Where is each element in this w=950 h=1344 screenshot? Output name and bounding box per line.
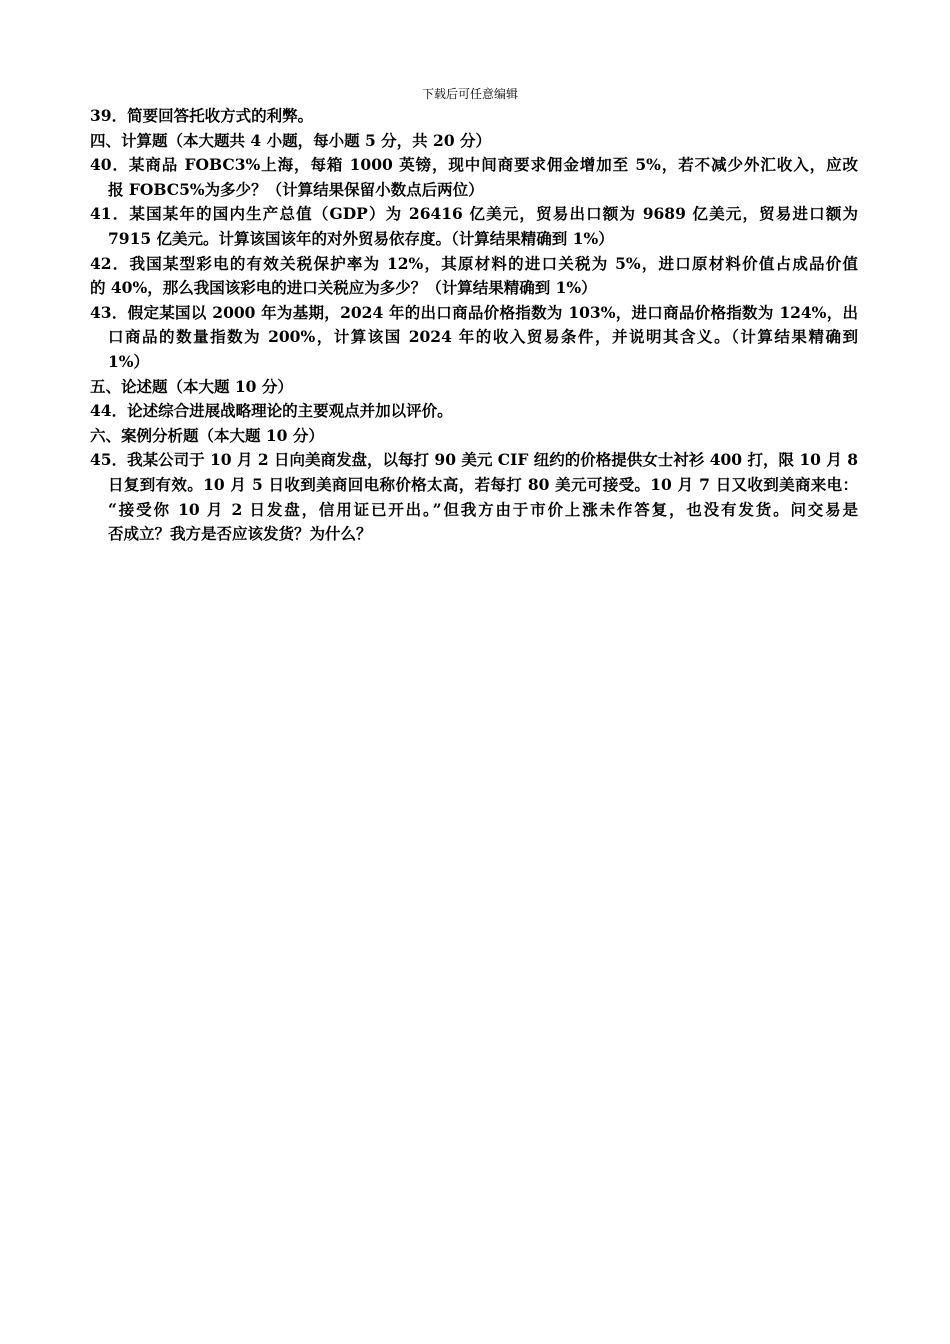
question-42-line-1: 42．我国某型彩电的有效关税保护率为 12%，其原材料的进口关税为 5%，进口原材料价值占成品价值: [90, 253, 858, 273]
question-41-line-2: 7915 亿美元。计算该国该年的对外贸易依存度。（计算结果精确到 1%）: [108, 228, 614, 248]
question-39: 39．简要回答托收方式的利弊。: [90, 106, 314, 125]
question-43-line-2: 口商品的数量指数为 200%，计算该国 2024 年的收入贸易条件，并说明其含义。（计算结果精确到: [108, 327, 858, 347]
section-heading-essay: 五、论述题（本大题 10 分）: [90, 376, 293, 396]
question-43-line-1: 43．假定某国以 2000 年为基期，2024 年的出口商品价格指数为 103%，进口商品价格指数为 124%，出: [90, 302, 858, 322]
question-41-line-1: 41．某国某年的国内生产总值（GDP）为 26416 亿美元，贸易出口额为 9689 亿美元，贸易进口额为: [90, 204, 858, 224]
page-header-caption: 下载后可任意编辑: [421, 87, 518, 101]
question-40-line-2: 报 FOBC5%为多少？（计算结果保留小数点后两位）: [108, 179, 484, 199]
question-42-line-2: 的 40%，那么我国该彩电的进口关税应为多少？（计算结果精确到 1%）: [90, 278, 597, 298]
question-44: 44．论述综合进展战略理论的主要观点并加以评价。: [90, 401, 453, 421]
question-45-line-2: 日复到有效。10 月 5 日收到美商回电称价格太高，若每打 80 美元可接受。10 月 7 日又收到美商来电：: [108, 474, 858, 494]
document-body: [90, 104, 858, 547]
question-40-line-1: 40．某商品 FOBC3%上海，每箱 1000 英镑，现中间商要求佣金增加至 5%，若不减少外汇收入，应改: [90, 155, 858, 175]
section-heading-calculation: 四、计算题（本大题共 4 小题，每小题 5 分，共 20 分）: [90, 130, 492, 150]
section-heading-case-analysis: 六、案例分析题（本大题 10 分）: [90, 425, 324, 445]
question-45-line-3: “接受你 10 月 2 日发盘，信用证已开出。”但我方由于市价上涨未作答复，也没有发货。问交易是: [108, 499, 858, 519]
question-45-line-1: 45．我某公司于 10 月 2 日向美商发盘，以每打 90 美元 CIF 纽约的价格提供女士衬衫 400 打，限 10 月 8: [90, 450, 858, 470]
question-45-line-4: 否成立？我方是否应该发货？为什么？: [108, 524, 372, 544]
question-43-line-3: 1%）: [108, 351, 150, 371]
